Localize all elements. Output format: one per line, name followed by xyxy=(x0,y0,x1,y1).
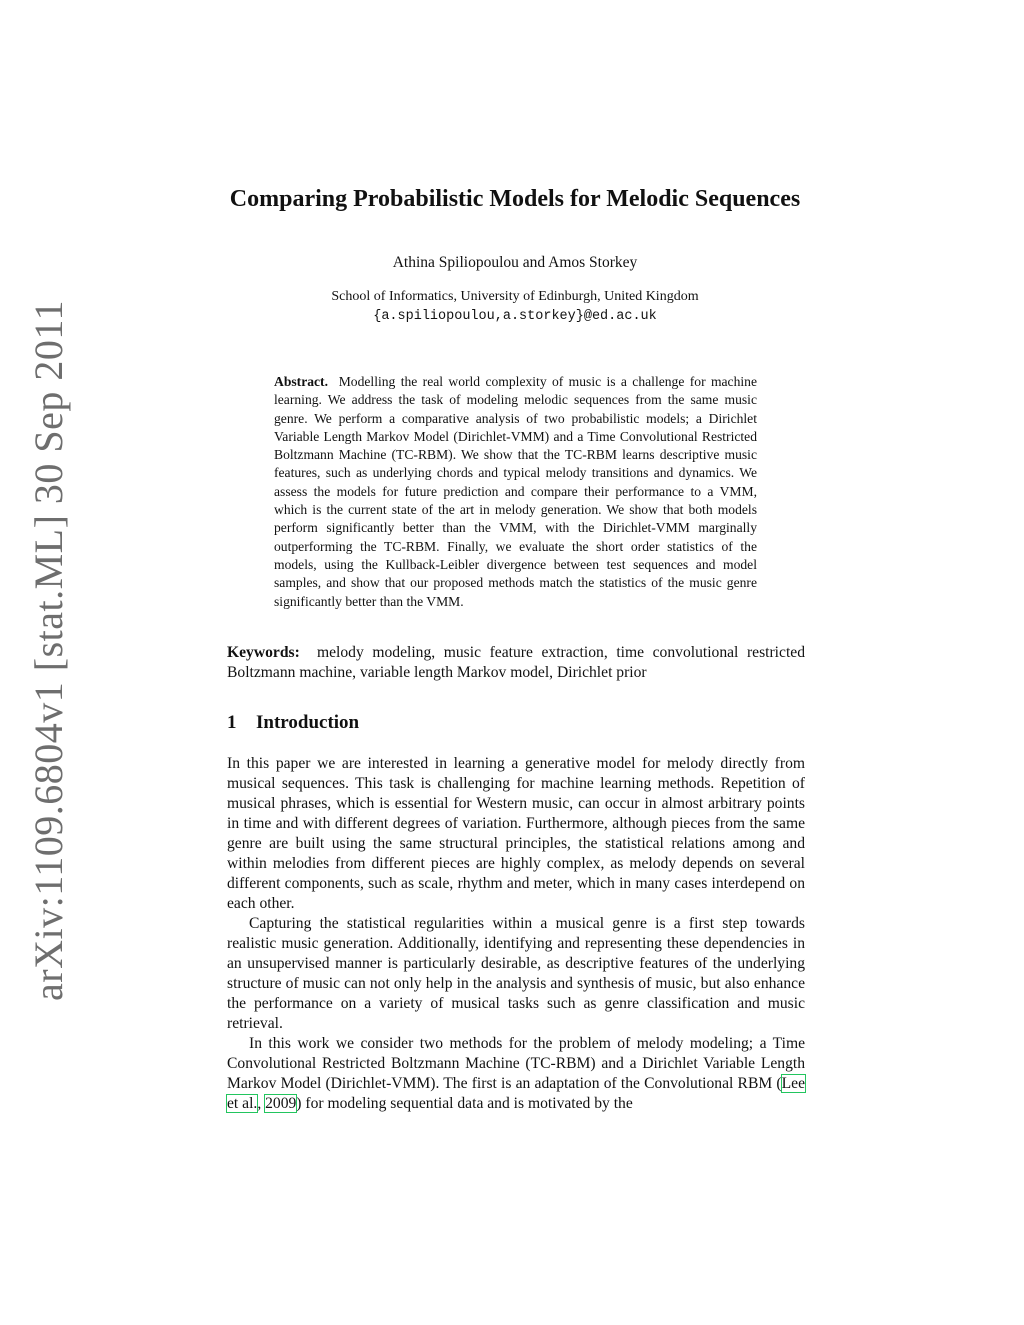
intro-paragraph-3-start: In this work we consider two methods for the problem of melody modeling; a Time Convolutional Restricted Boltzmann Machine (TC-RBM) and a Dirichlet Variable Length Markov Model (Dirichlet-VMM). The first is an adaptation of the Convolutional RBM ( xyxy=(227,1035,805,1092)
section-heading-introduction xyxy=(227,712,359,734)
keywords-text: melody modeling, music feature extraction, time convolutional restricted Boltzmann machine, variable length Markov model, Dirichlet prior xyxy=(227,644,805,681)
paper-title: Comparing Probabilistic Models for Melodic Sequences xyxy=(229,186,801,212)
abstract-text: Modelling the real world complexity of music is a challenge for machine learning. We address the task of modeling melodic sequences from the same music genre. We perform a comparative analysis of two probabilistic models; a Dirichlet Variable Length Markov Model (Dirichlet-VMM) and a Time Convolutional Restricted Boltzmann Machine (TC-RBM). We show that the TC-RBM learns descriptive music features, such as underlying chords and typical melody transitions and dynamics. We assess the models for future prediction and compare their performance to a VMM, which is the current state of the art in melody generation. We show that both models perform significantly better than the VMM, with the Dirichlet-VMM marginally outperforming the TC-RBM. Finally, we evaluate the short order statistics of the models, using the Kullback-Leibler divergence between test sequences and model samples, and show that our proposed methods match the statistics of the music genre significantly better than the VMM. xyxy=(274,374,757,609)
citation-link-author[interactable]: Lee et al. xyxy=(227,1075,805,1112)
abstract-label: Abstract. xyxy=(274,374,328,389)
introduction-body xyxy=(227,754,805,1114)
author-list: Athina Spiliopoulou and Amos Storkey xyxy=(392,254,638,271)
section-title: Introduction xyxy=(256,712,360,733)
citation-link-year[interactable]: 2009 xyxy=(265,1095,297,1112)
keywords-block xyxy=(227,643,805,683)
abstract-block xyxy=(274,373,757,611)
intro-paragraph-1: In this paper we are interested in learning a generative model for melody directly from musical sequences. This task is challenging for machine learning methods. Repetition of musical phrases, which is essential for Western music, can occur in almost arbitrary points in time and with different degrees of variation. Furthermore, although pieces from the same genre are built using the same structural principles, the statistical relations among and within melodies from different pieces are highly complex, as melody depends on several different components, such as scale, rhythm and meter, which in many cases interdepend on each other. xyxy=(227,755,805,912)
keywords-label: Keywords: xyxy=(227,644,300,661)
author-affiliation: School of Informatics, University of Edinburgh, United Kingdom xyxy=(331,289,699,304)
citation-separator: , xyxy=(257,1095,266,1112)
author-email: {a.spiliopoulou,a.storkey}@ed.ac.uk xyxy=(373,309,657,324)
intro-paragraph-3-end: ) for modeling sequential data and is motivated by the xyxy=(296,1095,633,1112)
arxiv-stamp-text: arXiv:1109.6804v1 [stat.ML] 30 Sep 2011 xyxy=(25,299,71,1001)
arxiv-side-stamp xyxy=(20,299,76,1001)
intro-paragraph-2: Capturing the statistical regularities within a musical genre is a first step towards realistic music generation. Additionally, identifying and representing these dependencies in an unsupervised manner is particularly desirable, as descriptive features of the underlying structure of music can not only help in the analysis and synthesis of music, but also enhance the performance on a variety of musical tasks such as genre classification and music retrieval. xyxy=(227,915,805,1032)
intro-paragraph-3 xyxy=(227,1034,805,1114)
section-number: 1 xyxy=(227,712,237,733)
